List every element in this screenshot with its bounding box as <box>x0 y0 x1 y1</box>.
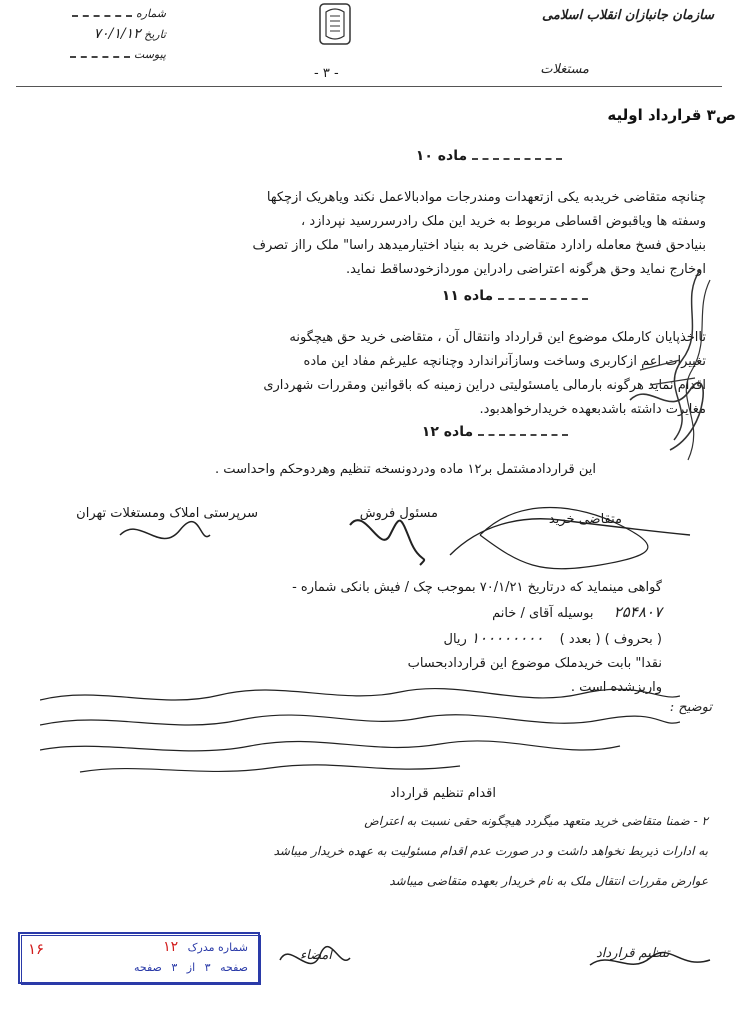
registry-page-row <box>134 960 248 975</box>
article11-line: تااخذپایان کارملک موضوع این قرارداد وانتقال آن ، متقاضی خرید حق هیچگونه <box>289 330 706 345</box>
payment-currency: ریال <box>443 632 467 647</box>
article12-line: این قراردادمشتمل بر۱۲ ماده ودردونسخه تنظیم وهردوحکم واحداست . <box>215 462 596 477</box>
footer-sign-right: تنظیم قرارداد <box>596 946 670 961</box>
payment-line3: ( بحروف ) ( بعدد ) <box>559 632 662 647</box>
notes-closing: اقدام تنظیم قرارداد <box>390 786 496 801</box>
meta-block <box>56 4 166 66</box>
registry-page-current: ۳ <box>204 961 211 974</box>
meta-number-row <box>56 4 166 24</box>
signature-seller-label: مسئول فروش <box>359 506 438 521</box>
registry-page-word: صفحه <box>220 961 248 974</box>
dept-line: مستغلات <box>540 62 589 77</box>
article10-title <box>352 148 562 164</box>
payment-line5: واریزشده است . <box>570 680 662 695</box>
registry-page-total: ۳ <box>171 961 178 974</box>
notes-label: توضیح : <box>669 700 712 715</box>
page-number: - ۳ - <box>314 66 339 81</box>
registry-label-row <box>163 940 248 955</box>
registry-page-word-2: صفحه <box>133 961 162 974</box>
article12-title <box>358 424 568 440</box>
org-header <box>464 8 714 23</box>
article12-title-text: ماده ۱۲ <box>421 424 474 440</box>
article10-title-text: ماده ۱۰ <box>415 148 468 164</box>
header-rule <box>16 86 722 87</box>
footer-signature-marks <box>260 930 720 990</box>
signature-supervisor-label: سرپرستی املاک ومستغلات تهران <box>76 506 258 521</box>
article10-line: وسفته ها ویاقبوض اقساطی مربوط به خرید این ملک رادرسررسید نپردازد ، <box>301 214 706 229</box>
registry-number: ۱۲ <box>163 939 179 955</box>
payment-line2: بوسیله آقای / خانم <box>492 606 594 621</box>
org-line: سازمان جانبازان انقلاب اسلامی <box>542 8 714 23</box>
payment-line3-row <box>82 626 662 652</box>
meta-date-label: تاریخ <box>144 28 166 41</box>
notes-item2-line: ۲ - ضمنا متقاضی خرید متعهد میگردد هیچگونه حقی نسبت به اعتراض <box>364 814 708 828</box>
registry-page-of: از <box>186 961 196 974</box>
registry-stamp-number: ۱۶ <box>28 940 45 958</box>
article11-line: تغییرات اعم ازکاربری وساخت وسازآنراندارد وچنانچه علیرغم مفاد این ماده <box>303 354 706 369</box>
payment-line1: گواهی مینماید که درتاریخ ۷۰/۱/۲۱ بموجب چک / فیش بانکی شماره - <box>292 580 662 595</box>
signature-marks <box>100 495 700 575</box>
meta-attachment-row <box>56 45 166 65</box>
notes-item2 <box>48 806 708 896</box>
footer-sign-left: امضاء <box>300 948 332 963</box>
payment-line2-row <box>82 600 662 626</box>
notes-item2-line: عوارض مقررات انتقال ملک به نام خریدار بعهده متقاضی میباشد <box>389 874 708 888</box>
article11-title <box>368 288 588 304</box>
article10-line: چنانچه متقاضی خریدبه یکی ازتعهدات ومندرجات موادبالاعمل نکند ویاهریک ازچکها <box>266 190 706 205</box>
payment-line4: نقدا" بابت خریدملک موضوع این قراردادبحساب <box>407 656 662 671</box>
payment-receipt-no: ۲۵۴۸۰۷ <box>613 603 662 621</box>
notes-handwriting <box>40 680 680 780</box>
article10-line: بنیادحق فسخ معامله رادارد متقاضی خرید به بنیاد اختیارمیدهد راسا" ملک رااز تصرف <box>252 238 706 253</box>
emblem-icon <box>316 2 354 48</box>
payment-amount: ۱۰۰۰۰۰۰۰۰ <box>470 629 544 647</box>
article11-line: مغایرت داشته باشدبعهده خریدارخواهدبود. <box>479 402 706 417</box>
article11-title-text: ماده ۱۱ <box>441 288 494 304</box>
page-caption: ص۳ قرارداد اولیه <box>607 106 736 124</box>
registry-label: شماره مدرک <box>187 941 248 954</box>
meta-date-row <box>56 24 166 45</box>
registry-stamp <box>18 932 260 984</box>
article10-line: اوخارج نماید وحق هرگونه اعتراضی رادراین موردازخودساقط نماید. <box>346 262 706 277</box>
meta-number-label: شماره <box>135 7 166 20</box>
notes-item2-line: به ادارات ذیربط نخواهد داشت و در صورت عدم اقدام مسئولیت به عهده خریدار میباشد <box>273 844 708 858</box>
meta-date-value: ۷۰/۱/۱۲ <box>93 26 141 42</box>
meta-attachment-label: پیوست <box>133 48 166 61</box>
article11-line: اقدام نماید هرگونه بارمالی یامسئولیتی دراین زمینه که باقوانین ومقررات شهرداری <box>263 378 706 393</box>
margin-handwriting <box>610 260 720 480</box>
signature-buyer-label: متقاضی خرید <box>548 512 622 527</box>
